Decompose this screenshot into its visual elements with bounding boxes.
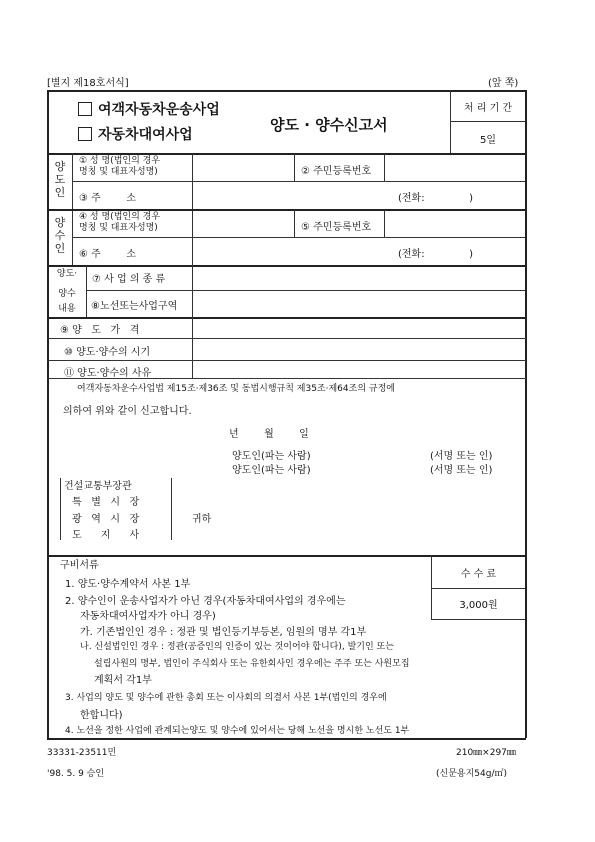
transferee-phone-label: (전화: ) <box>398 249 473 260</box>
declaration-line-1: 여객자동차운수사업법 제15조·제36조 및 동법시행규칙 제35조·제64조의 규정에 <box>77 384 395 394</box>
transferee-address-label: ⑥ 주 소 <box>79 249 136 260</box>
row-line <box>47 338 526 339</box>
label-value-divider <box>192 265 193 317</box>
footer-code: 33331-23511민 <box>47 748 117 758</box>
id-value-divider <box>384 153 385 181</box>
document-item-1: 1. 양도·양수계약서 사본 1부 <box>65 579 191 590</box>
fee-label: 수 수 료 <box>460 569 497 580</box>
transferee-signature-label: 양도인(파는 사람) <box>232 465 311 476</box>
id-divider <box>294 209 295 237</box>
addressee-line-1: 건설교통부장관 <box>64 481 132 492</box>
transferor-phone-label: (전화: ) <box>398 193 473 204</box>
document-item-2a: 가. 기존법인인 경우 : 정관 및 법인등기부등본, 임원의 명부 각1부 <box>80 627 367 638</box>
document-item-3: 3. 사업의 양도 및 양수에 관한 총회 또는 이사회의 의결서 사본 1부(법인의 경우에 <box>65 693 387 703</box>
processing-period-value: 5일 <box>479 135 497 146</box>
content-side-label-3: 내용 <box>58 304 76 314</box>
transferee-signature-mark[interactable]: (서명 또는 인) <box>430 465 493 476</box>
addressee-line-4: 도 지 사 <box>72 530 140 541</box>
route-label: ⑧노선또는사업구역 <box>91 301 178 312</box>
row-line <box>86 290 525 291</box>
price-label: ⑨ 양 도 가 격 <box>60 325 140 336</box>
document-item-2b-cont-2: 계획서 각1부 <box>94 675 152 686</box>
transferor-side-label: 양도인 <box>54 160 66 199</box>
page-side-label: (앞 쪽) <box>488 78 519 89</box>
id-value-divider <box>384 209 385 237</box>
addressee-line-2: 특 별 시 장 <box>72 497 140 508</box>
option-car-rental: 자동차대여사업 <box>98 127 193 143</box>
declaration-line-2: 의하여 위와 같이 신고합니다. <box>63 406 192 417</box>
section-line <box>47 265 526 267</box>
transferor-id-label: ② 주민등록번호 <box>301 166 372 177</box>
fee-row-line <box>431 588 525 589</box>
section-line <box>47 209 526 211</box>
document-item-2-cont: 자동차대여사업자가 아니 경우) <box>80 611 216 622</box>
section-line <box>47 555 526 557</box>
form-title: 양도 · 양수신고서 <box>270 116 388 134</box>
document-item-2: 2. 양수인이 운송사업자가 아닌 경우(자동차대여사업의 경우에는 <box>65 596 346 607</box>
fee-bottom-line <box>431 619 525 620</box>
checkbox-passenger-transport[interactable] <box>78 102 92 116</box>
addressee-line-3: 광 역 시 장 <box>72 514 140 525</box>
processing-row-line <box>450 121 525 122</box>
footer-approval: '98. 5. 9 승인 <box>47 769 105 779</box>
transferor-address-label: ③ 주 소 <box>79 193 136 204</box>
form-number: [별지 제18호서식] <box>47 78 129 89</box>
document-item-2b: 나. 신설법인인 경우 : 정관(공증인의 인증이 있는 것이어야 합니다), 발기인 또는 <box>80 642 394 652</box>
content-side-label-2: 양수 <box>58 289 76 299</box>
document-item-4: 4. 노선을 정한 사업에 관계되는양도 및 양수에 있어서는 당해 노선을 명시한 노선도 1부 <box>65 726 410 736</box>
form-border-left <box>47 90 49 738</box>
row-line <box>72 237 525 238</box>
transferee-name-label: ④ 성 명(법인의 경우 명칭 및 대표자성명) <box>79 212 161 233</box>
date-line: 년 월 일 <box>229 429 309 440</box>
fee-value: 3,000원 <box>459 600 498 611</box>
form-border-right <box>525 90 527 738</box>
transferee-side-label: 양수인 <box>54 216 66 255</box>
option-passenger-transport: 여객자동차운송사업 <box>98 102 220 118</box>
transferor-signature-mark[interactable]: (서명 또는 인) <box>430 451 493 462</box>
transferee-id-label: ⑤ 주민등록번호 <box>301 222 372 233</box>
title-block-bottom <box>47 153 526 155</box>
addressee-honorific: 귀하 <box>192 514 212 525</box>
processing-period-label: 처 리 기 간 <box>463 103 513 114</box>
content-side-label-1: 양도· <box>56 269 78 279</box>
checkbox-car-rental[interactable] <box>78 127 92 141</box>
section-line <box>47 317 526 319</box>
business-type-label: ⑦ 사 업 의 종 류 <box>92 274 166 285</box>
id-divider <box>294 153 295 181</box>
row-line <box>47 360 526 361</box>
timing-label: ⑩ 양도·양수의 시기 <box>64 347 151 358</box>
row-line <box>47 378 526 379</box>
reason-label: ⑪ 양도·양수의 사유 <box>64 368 152 379</box>
document-item-3-cont: 한합니다) <box>80 710 123 721</box>
row-line <box>72 181 525 182</box>
label-value-divider <box>192 317 193 378</box>
form-border-top <box>47 90 526 92</box>
transferor-name-label: ① 성 명(법인의 경우 명칭 및 대표자성명) <box>79 156 161 177</box>
form-border-bottom <box>47 738 526 740</box>
document-item-2b-cont: 설립사원의 명부, 법인이 주식회사 또는 유한회사인 경우에는 주주 또는 사원모집 <box>94 659 410 669</box>
footer-paper-size: 210㎜×297㎜ <box>456 748 516 758</box>
transferor-signature-label: 양도인(파는 사람) <box>232 451 311 462</box>
documents-heading: 구비서류 <box>60 560 99 571</box>
content-side-divider <box>86 265 87 317</box>
footer-paper-spec: (신문용지54g/㎡) <box>436 769 507 779</box>
